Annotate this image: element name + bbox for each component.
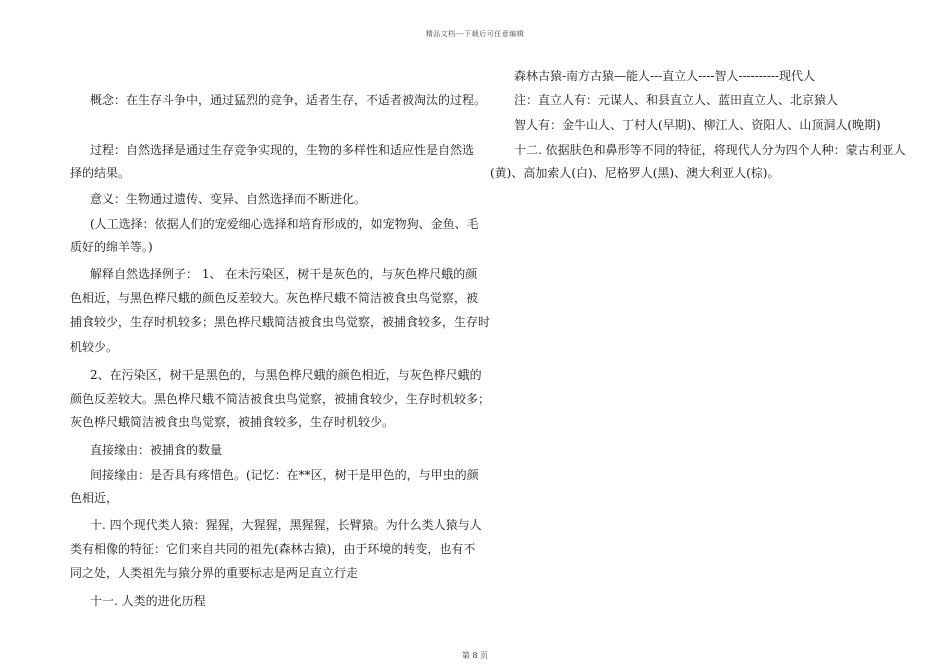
paragraph-process-cont: 择的结果。 (70, 166, 131, 180)
paragraph-indirect-cause-cont: 色相近， (70, 491, 119, 505)
paragraph-meaning: 意义：生物通过遗传、变异、自然选择而不断进化。 (90, 192, 367, 206)
paragraph-artificial-selection: (人工选择：依据人们的宠爱细心选择和培育形成的，如宠物狗、金鱼、毛 (90, 217, 479, 231)
paragraph-example-1: 解释自然选择例子： 1、 在未污染区，树干是灰色的，与灰色桦尺蛾的颜 (90, 267, 478, 281)
paragraph-concept: 概念：在生存斗争中，通过猛烈的竞争，适者生存，不适者被淘汰的过程。 (90, 93, 487, 107)
paragraph-section-10-cont-a: 类有相像的特征：它们来自共同的祖先(森林古猿)，由于环境的转变，也有不 (70, 542, 476, 556)
paragraph-process: 过程：自然选择是通过生存竞争实现的，生物的多样性和适应性是自然选 (90, 143, 475, 157)
paragraph-direct-cause: 直接缘由：被捕食的数量 (90, 443, 223, 457)
page-number: 第 8 页 (461, 651, 489, 660)
paragraph-example-2-cont-b: 灰色桦尺蛾简洁被食虫鸟觉察，被捕食较多，生存时机较少。 (70, 415, 395, 429)
paragraph-example-1-cont-b: 捕食较少，生存时机较多；黑色桦尺蛾简洁被食虫鸟觉察，被捕食较多，生存时 (70, 315, 491, 329)
paragraph-evolution-chain: 森林古猿-南方古猿—能人---直立人----智人----------现代人 (514, 69, 815, 83)
page-header: 精品文档---下载后可任意编辑 (425, 30, 525, 38)
paragraph-artificial-selection-cont: 质好的绵羊等。) (70, 240, 153, 254)
paragraph-homo-sapiens-list: 智人有：金牛山人、丁村人(早期)、柳江人、资阳人、山顶洞人(晚期) (514, 118, 881, 132)
heading-section-11: 十一. 人类的进化历程 (90, 594, 206, 608)
paragraph-example-2-cont-a: 颜色反差较大。黑色桦尺蛾不简洁被食虫鸟觉察，被捕食较少，生存时机较多； (70, 392, 491, 406)
paragraph-section-10: 十. 四个现代类人猿：猩猩，大猩猩，黑猩猩，长臂猿。为什么类人猿与人 (90, 518, 482, 532)
paragraph-homo-erectus-note: 注：直立人有：元谋人、和县直立人、蓝田直立人、北京猿人 (514, 93, 839, 107)
paragraph-section-12-cont: (黄)、高加索人(白)、尼格罗人(黑)、澳大利亚人(棕)。 (490, 166, 780, 180)
paragraph-example-1-cont-c: 机较少。 (70, 340, 119, 354)
paragraph-section-10-cont-b: 同之处，人类祖先与猿分界的重要标志是两足直立行走 (70, 566, 359, 580)
paragraph-section-12: 十二. 依据肤色和鼻形等不同的特征，将现代人分为四个人种：蒙古利亚人 (514, 143, 906, 157)
paragraph-example-2: 2、在污染区，树干是黑色的，与黑色桦尺蛾的颜色相近，与灰色桦尺蛾的 (90, 368, 482, 382)
paragraph-example-1-cont-a: 色相近，与黑色桦尺蛾的颜色反差较大。灰色桦尺蛾不简洁被食虫鸟觉察，被 (70, 291, 479, 305)
paragraph-indirect-cause: 间接缘由：是否具有疼惜色。(记忆：在**区，树干是甲色的，与甲虫的颜 (90, 468, 479, 482)
